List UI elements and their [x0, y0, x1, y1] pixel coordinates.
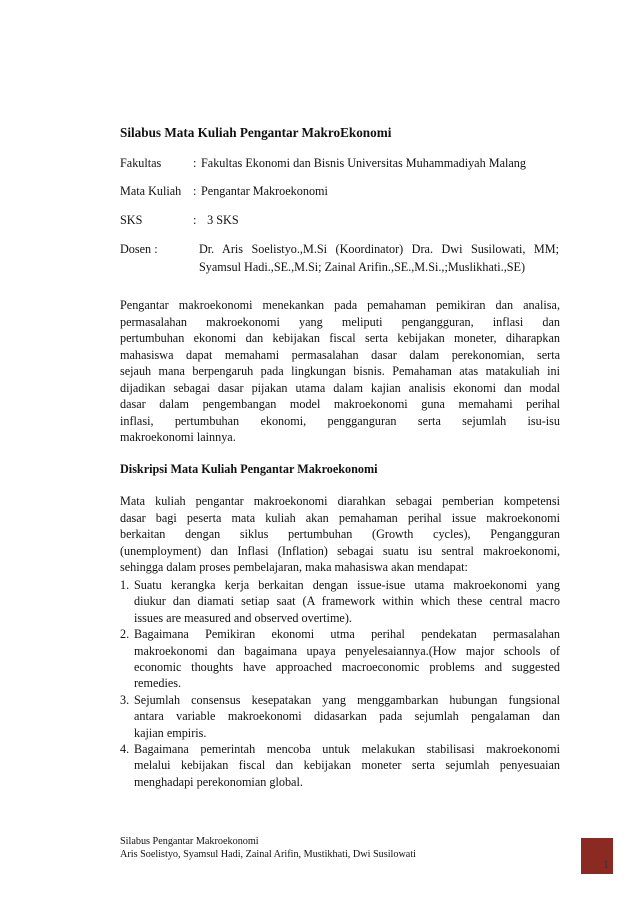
sks-value: 3 SKS	[207, 213, 239, 227]
document-title: Silabus Mata Kuliah Pengantar MakroEkonomi	[120, 125, 392, 140]
intro-paragraph	[120, 297, 560, 446]
page-number-box	[581, 838, 613, 874]
list-line: makroekonomi dan bagaimana upaya penyelesaiannya.(How major schools of	[134, 643, 560, 658]
intro-line: mahasiswa dapat memahami permasalahan dasar dalam perekonomian, serta	[120, 347, 560, 362]
fakultas-row	[120, 156, 526, 171]
intro-line: sejauh mana berpengaruh pada lingkungan bisnis. Pemahaman atas matakuliah ini	[120, 364, 560, 378]
fakultas-value: Fakultas Ekonomi dan Bisnis Universitas Muhammadiyah Malang	[201, 156, 526, 170]
list-line: kajian empiris.	[134, 725, 207, 740]
list-number: 2.	[120, 627, 130, 642]
footer	[120, 836, 416, 861]
desc-line: sehingga dalam proses pembelajaran, maka mahasiswa akan mendapat:	[120, 560, 468, 574]
intro-line: makroekonomi lainnya.	[120, 430, 236, 444]
list-line: Suatu kerangka kerja berkaitan dengan issue-isue utama makroekonomi yang	[134, 578, 560, 592]
sks-row	[120, 213, 239, 228]
dosen-label: Dosen :	[120, 242, 158, 256]
learning-outcomes-list	[120, 577, 560, 790]
list-line: menghadapi perekonomian global.	[134, 774, 303, 789]
list-line: issues are measured and observed overtime).	[134, 610, 352, 625]
intro-line: dijadikan sebagai dasar pijakan utama dalam kajian analisis ekonomi dan modal	[120, 380, 560, 395]
intro-line: inflasi, pertumbuhan ekonomi, pengganguran serta sejumlah isu-isu	[120, 413, 560, 428]
list-item	[120, 692, 560, 741]
intro-line: dasar dalam pengembangan model makroekonomi guna memahami perihal	[120, 397, 560, 411]
list-number: 4.	[120, 742, 130, 757]
desc-line: dasar bagi peserta mata kuliah akan pemahaman perihal issue makroekonomi	[120, 510, 560, 525]
list-line: Bagaimana pemerintah mencoba untuk melakukan stabilisasi makroekonomi	[134, 742, 560, 757]
matakuliah-row	[120, 184, 328, 199]
sks-label: SKS	[120, 213, 143, 227]
sks-sep: :	[193, 213, 197, 227]
desc-line: berkaitan dengan siklus pertumbuhan (Growth cycles), Pengangguran	[120, 527, 560, 541]
matakuliah-label: Mata Kuliah	[120, 184, 182, 198]
section-title: Diskripsi Mata Kuliah Pengantar Makroekonomi	[120, 462, 378, 476]
list-item	[120, 741, 560, 790]
fakultas-sep: :	[193, 156, 197, 170]
list-line: remedies.	[134, 676, 182, 691]
list-line: antara variable makroekonomi didasarkan pada sejumlah pengalaman dan	[134, 709, 560, 724]
desc-line: Mata kuliah pengantar makroekonomi diarahkan sebagai pemberian kompetensi	[120, 494, 560, 508]
intro-line: permasalahan makroekonomi yang meliputi pengangguran, inflasi dan	[120, 314, 560, 329]
list-line: economic thoughts have approached macroeconomic problems and suggested	[134, 660, 560, 675]
intro-line: pertumbuhan ekonomi dan kebijakan fiscal serta kebijakan moneter, diharapkan	[120, 331, 560, 345]
matakuliah-sep: :	[193, 184, 197, 198]
dosen-value	[199, 240, 559, 276]
desc-line: (unemployment) dan Inflasi (Inflation) sebagai suatu isu sentral makroekonomi,	[120, 543, 560, 558]
fakultas-label: Fakultas	[120, 156, 162, 170]
page-number: 1	[603, 857, 609, 871]
list-item	[120, 577, 560, 626]
dosen-row	[120, 242, 158, 257]
matakuliah-value: Pengantar Makroekonomi	[201, 184, 328, 198]
list-line: Bagaimana Pemikiran ekonomi utma perihal pendekatan permasalahan	[134, 627, 560, 642]
footer-line-1: Silabus Pengantar Makroekonomi	[120, 836, 259, 847]
intro-line: Pengantar makroekonomi menekankan pada pemahaman pemikiran dan analisa,	[120, 298, 560, 312]
list-line: Sejumlah consensus kesepatakan yang menggambarkan hubungan fungsional	[134, 692, 560, 707]
list-item	[120, 626, 560, 692]
dosen-line-2: Syamsul Hadi.,SE.,M.Si; Zainal Arifin.,SE.,M.Si.,;Muslikhati.,SE)	[199, 260, 526, 274]
description-paragraph	[120, 493, 560, 576]
footer-line-2: Aris Soelistyo, Syamsul Hadi, Zainal Arifin, Mustikhati, Dwi Susilowati	[120, 848, 416, 860]
list-line: diukur dan diamati setiap saat (A framework within which these central macro	[134, 594, 560, 609]
list-number: 3.	[120, 692, 130, 707]
list-number: 1.	[120, 578, 130, 592]
dosen-line-1: Dr. Aris Soelistyo.,M.Si (Koordinator) Dra. Dwi Susilowati, MM;	[199, 242, 559, 256]
list-line: melalui kebijakan fiscal dan kebijakan moneter serta sejumlah penyesuaian	[134, 758, 560, 773]
